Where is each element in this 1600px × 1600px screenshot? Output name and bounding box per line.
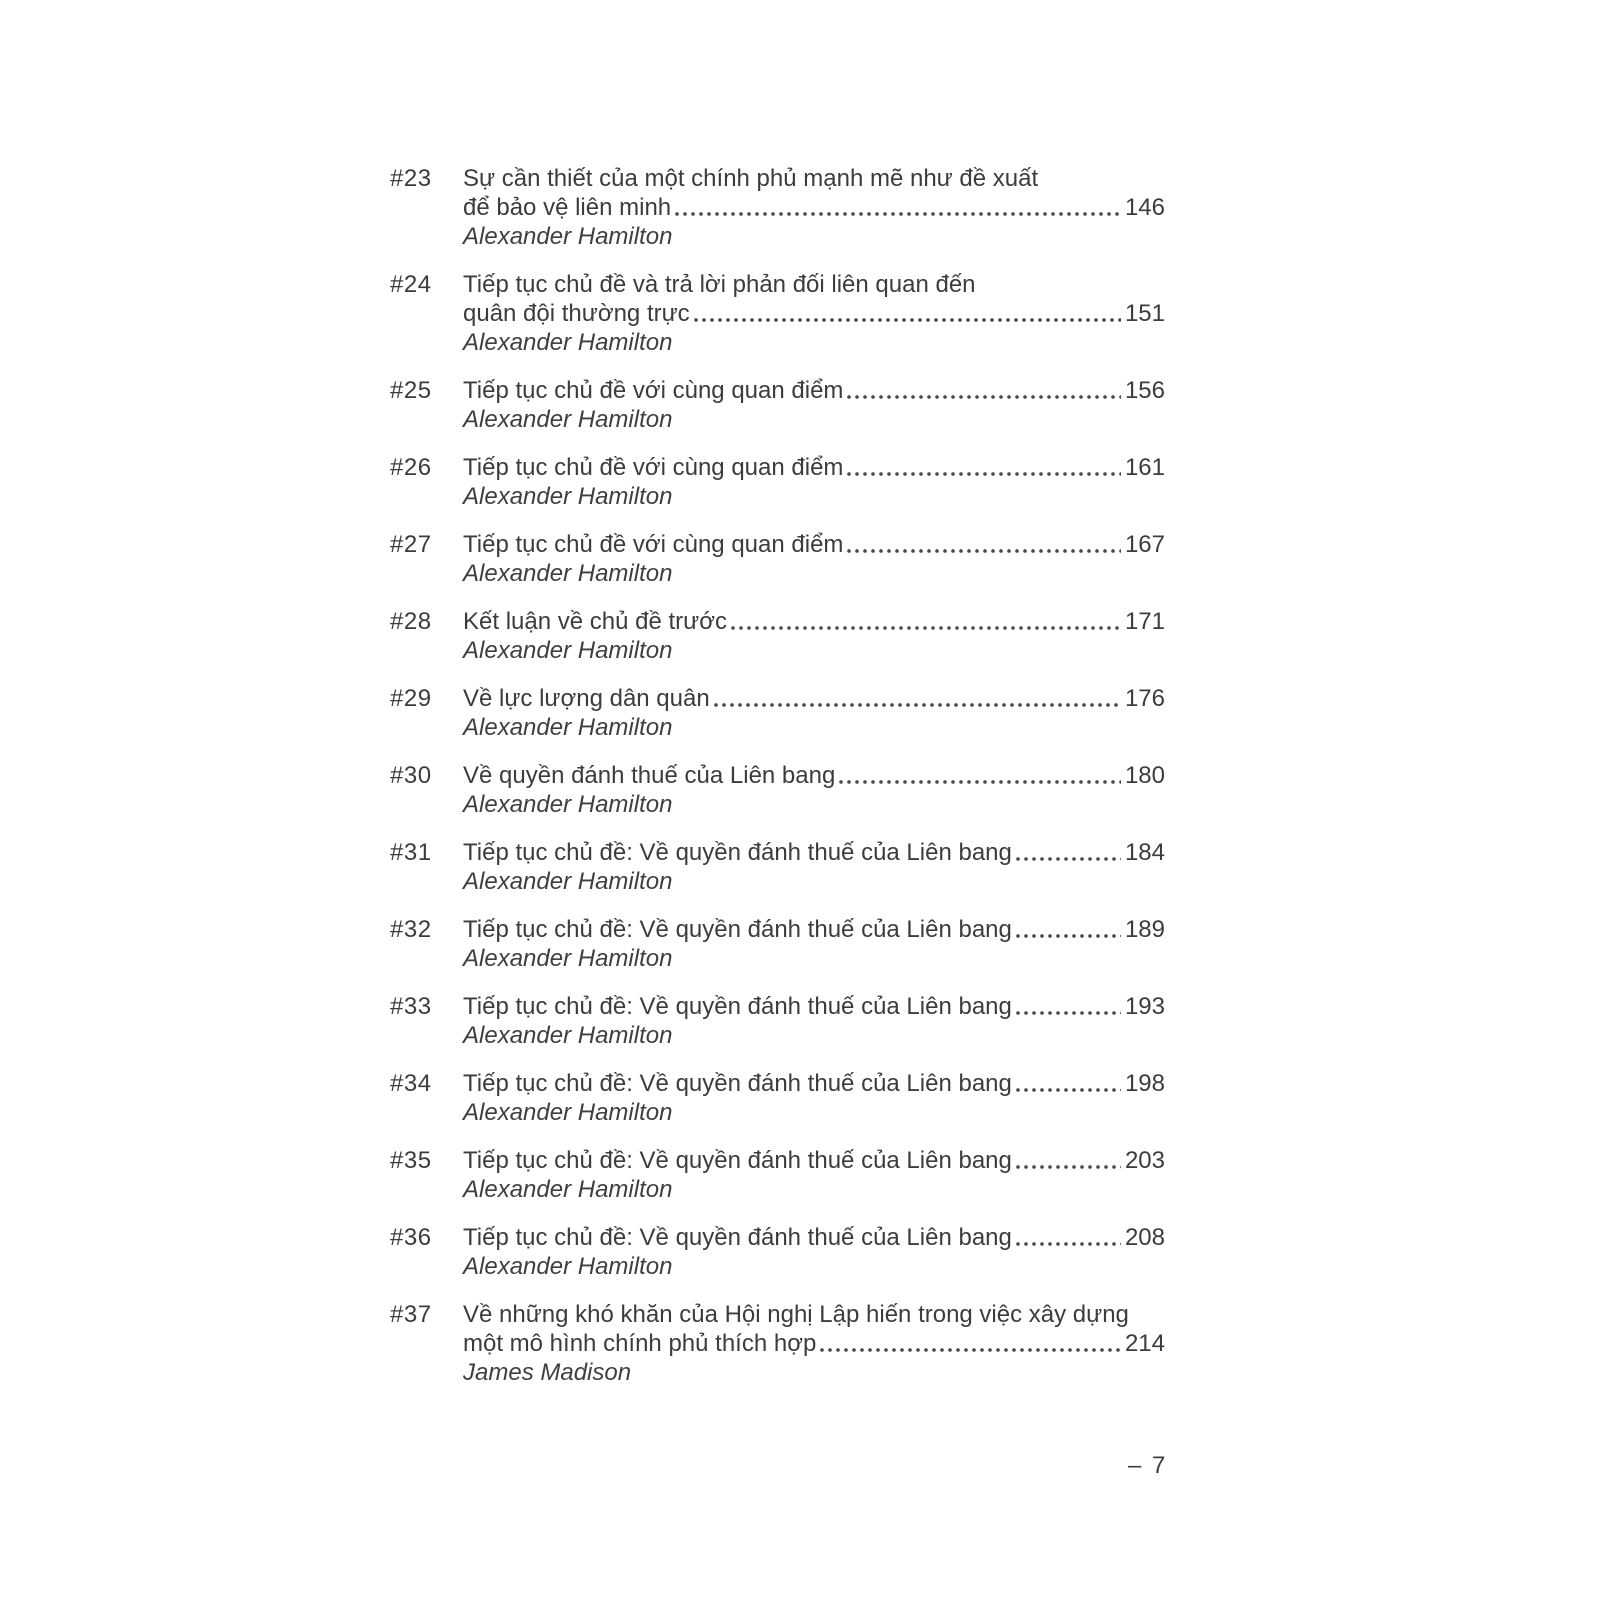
- toc-title-text: Tiếp tục chủ đề: Về quyền đánh thuế của Liên bang: [463, 1224, 1012, 1251]
- dot-leader: [729, 622, 1121, 632]
- toc-entry-number: #37: [390, 1301, 432, 1328]
- toc-entry-lines: [463, 270, 1165, 328]
- toc-entry-body: [463, 1069, 1165, 1127]
- toc-entry-author: Alexander Hamilton: [463, 1253, 673, 1280]
- toc-entry: [390, 1146, 1165, 1204]
- toc-entry-author: Alexander Hamilton: [463, 223, 673, 250]
- toc-entry-lines: [463, 530, 1165, 559]
- toc-title-line: [463, 838, 1165, 867]
- toc-entry-body: [463, 164, 1165, 251]
- toc-title-line: [463, 1223, 1165, 1252]
- toc-title-text: Tiếp tục chủ đề: Về quyền đánh thuế của Liên bang: [463, 916, 1012, 943]
- toc-title-line: [463, 684, 1165, 713]
- toc-title-line: [463, 530, 1165, 559]
- toc-title-text: một mô hình chính phủ thích hợp: [463, 1330, 817, 1357]
- toc-entry-number: #23: [390, 165, 432, 192]
- toc-entry-number: #25: [390, 377, 432, 404]
- dot-leader: [1014, 1161, 1121, 1171]
- toc-page-number: 176: [1124, 685, 1165, 712]
- dot-leader: [712, 699, 1121, 709]
- toc-entry: [390, 838, 1165, 896]
- dot-leader: [1014, 930, 1121, 940]
- toc-entry-body: [463, 376, 1165, 434]
- toc-entry-number: #24: [390, 271, 432, 298]
- toc-page-number: 184: [1124, 839, 1165, 866]
- toc-entry: [390, 684, 1165, 742]
- toc-entry-author: Alexander Hamilton: [463, 329, 673, 356]
- toc-title-line: [463, 915, 1165, 944]
- toc-entry-number: #27: [390, 531, 432, 558]
- toc-entry-author: Alexander Hamilton: [463, 791, 673, 818]
- toc-entry-author: Alexander Hamilton: [463, 1022, 673, 1049]
- toc-title-line: [463, 193, 1165, 222]
- toc-entry-lines: [463, 453, 1165, 482]
- toc-entry-author: Alexander Hamilton: [463, 406, 673, 433]
- toc-page-number: 167: [1124, 531, 1165, 558]
- toc-entry: [390, 453, 1165, 511]
- toc-title-text: Tiếp tục chủ đề: Về quyền đánh thuế của Liên bang: [463, 1070, 1012, 1097]
- toc-entry: [390, 270, 1165, 357]
- toc-entry-lines: [463, 1069, 1165, 1098]
- dot-leader: [673, 208, 1121, 218]
- toc-entry-body: [463, 270, 1165, 357]
- toc-entry-body: [463, 530, 1165, 588]
- toc-title-line: [463, 1300, 1165, 1329]
- toc-entry-lines: [463, 164, 1165, 222]
- toc-page-number: 203: [1124, 1147, 1165, 1174]
- toc-entry: [390, 376, 1165, 434]
- toc-entry-number: #35: [390, 1147, 432, 1174]
- toc-page-number: 193: [1124, 993, 1165, 1020]
- toc-title-line: [463, 270, 1165, 299]
- toc-entry-lines: [463, 684, 1165, 713]
- toc-entry-body: [463, 1300, 1165, 1387]
- toc-entry-body: [463, 607, 1165, 665]
- toc-entry-author: Alexander Hamilton: [463, 1099, 673, 1126]
- toc-entry-number: #26: [390, 454, 432, 481]
- toc-page-number: 161: [1124, 454, 1165, 481]
- toc-entry-author: Alexander Hamilton: [463, 560, 673, 587]
- toc-title-text: Tiếp tục chủ đề và trả lời phản đối liên quan đến: [463, 271, 976, 298]
- toc-entry-lines: [463, 838, 1165, 867]
- toc-entry-lines: [463, 1300, 1165, 1358]
- toc-entry-body: [463, 684, 1165, 742]
- toc-entry-number: #28: [390, 608, 432, 635]
- toc-entry-author: James Madison: [463, 1359, 632, 1386]
- toc-entry-body: [463, 761, 1165, 819]
- dot-leader: [1014, 1238, 1121, 1248]
- toc-entry-body: [463, 1146, 1165, 1204]
- toc-page-number: 146: [1124, 194, 1165, 221]
- dot-leader: [1014, 853, 1121, 863]
- toc-entry: [390, 1223, 1165, 1281]
- toc-title-line: [463, 1069, 1165, 1098]
- toc-title-line: [463, 1146, 1165, 1175]
- toc-title-text: Tiếp tục chủ đề: Về quyền đánh thuế của Liên bang: [463, 993, 1012, 1020]
- toc-page-number: 171: [1124, 608, 1165, 635]
- toc-entry: [390, 530, 1165, 588]
- toc-entry-number: #29: [390, 685, 432, 712]
- toc-title-text: Tiếp tục chủ đề với cùng quan điểm: [463, 377, 844, 404]
- toc-list: [390, 164, 1165, 1406]
- toc-title-text: Tiếp tục chủ đề: Về quyền đánh thuế của Liên bang: [463, 839, 1012, 866]
- toc-page-number: 189: [1124, 916, 1165, 943]
- dot-leader: [1014, 1084, 1121, 1094]
- toc-title-text: Về quyền đánh thuế của Liên bang: [463, 762, 836, 789]
- toc-entry: [390, 992, 1165, 1050]
- toc-entry-number: #34: [390, 1070, 432, 1097]
- toc-page-number: 180: [1124, 762, 1165, 789]
- toc-entry-body: [463, 915, 1165, 973]
- toc-entry-body: [463, 1223, 1165, 1281]
- footer-page-number: – 7: [1128, 1452, 1168, 1479]
- toc-title-text: Kết luận về chủ đề trước: [463, 608, 727, 635]
- toc-title-text: Về lực lượng dân quân: [463, 685, 710, 712]
- toc-entry-lines: [463, 761, 1165, 790]
- toc-entry-lines: [463, 1223, 1165, 1252]
- toc-entry-number: #31: [390, 839, 432, 866]
- toc-entry-lines: [463, 1146, 1165, 1175]
- toc-entry-number: #30: [390, 762, 432, 789]
- toc-entry-author: Alexander Hamilton: [463, 483, 673, 510]
- dot-leader: [845, 468, 1121, 478]
- toc-title-line: [463, 376, 1165, 405]
- toc-entry-lines: [463, 915, 1165, 944]
- toc-entry: [390, 1300, 1165, 1387]
- toc-page-number: 208: [1124, 1224, 1165, 1251]
- toc-entry-author: Alexander Hamilton: [463, 1176, 673, 1203]
- toc-page-number: 198: [1124, 1070, 1165, 1097]
- toc-entry-number: #33: [390, 993, 432, 1020]
- toc-title-text: Tiếp tục chủ đề với cùng quan điểm: [463, 531, 844, 558]
- toc-entry: [390, 915, 1165, 973]
- toc-page-number: 214: [1124, 1330, 1165, 1357]
- toc-entry: [390, 761, 1165, 819]
- toc-entry: [390, 1069, 1165, 1127]
- toc-title-text: Tiếp tục chủ đề với cùng quan điểm: [463, 454, 844, 481]
- toc-page-number: 156: [1124, 377, 1165, 404]
- dot-leader: [837, 776, 1121, 786]
- dot-leader: [818, 1344, 1121, 1354]
- toc-entry-number: #36: [390, 1224, 432, 1251]
- toc-title-text: Về những khó khăn của Hội nghị Lập hiến trong việc xây dựng: [463, 1301, 1129, 1328]
- toc-entry-author: Alexander Hamilton: [463, 945, 673, 972]
- toc-entry-author: Alexander Hamilton: [463, 637, 673, 664]
- toc-entry-number: #32: [390, 916, 432, 943]
- toc-entry-lines: [463, 607, 1165, 636]
- toc-title-line: [463, 992, 1165, 1021]
- toc-title-line: [463, 761, 1165, 790]
- dot-leader: [845, 545, 1121, 555]
- toc-entry-lines: [463, 376, 1165, 405]
- toc-title-text: để bảo vệ liên minh: [463, 194, 672, 221]
- toc-entry-author: Alexander Hamilton: [463, 714, 673, 741]
- toc-entry: [390, 607, 1165, 665]
- toc-entry-lines: [463, 992, 1165, 1021]
- toc-entry-author: Alexander Hamilton: [463, 868, 673, 895]
- toc-title-text: Tiếp tục chủ đề: Về quyền đánh thuế của Liên bang: [463, 1147, 1012, 1174]
- toc-entry-body: [463, 838, 1165, 896]
- dot-leader: [692, 314, 1121, 324]
- toc-title-line: [463, 1329, 1165, 1358]
- dot-leader: [1014, 1007, 1121, 1017]
- toc-entry-body: [463, 992, 1165, 1050]
- toc-entry: [390, 164, 1165, 251]
- dot-leader: [845, 391, 1121, 401]
- toc-title-text: quân đội thường trực: [463, 300, 690, 327]
- toc-title-line: [463, 607, 1165, 636]
- toc-title-line: [463, 299, 1165, 328]
- toc-entry-body: [463, 453, 1165, 511]
- toc-title-line: [463, 453, 1165, 482]
- toc-title-text: Sự cần thiết của một chính phủ mạnh mẽ như đề xuất: [463, 165, 1039, 192]
- toc-page-number: 151: [1124, 300, 1165, 327]
- toc-title-line: [463, 164, 1165, 193]
